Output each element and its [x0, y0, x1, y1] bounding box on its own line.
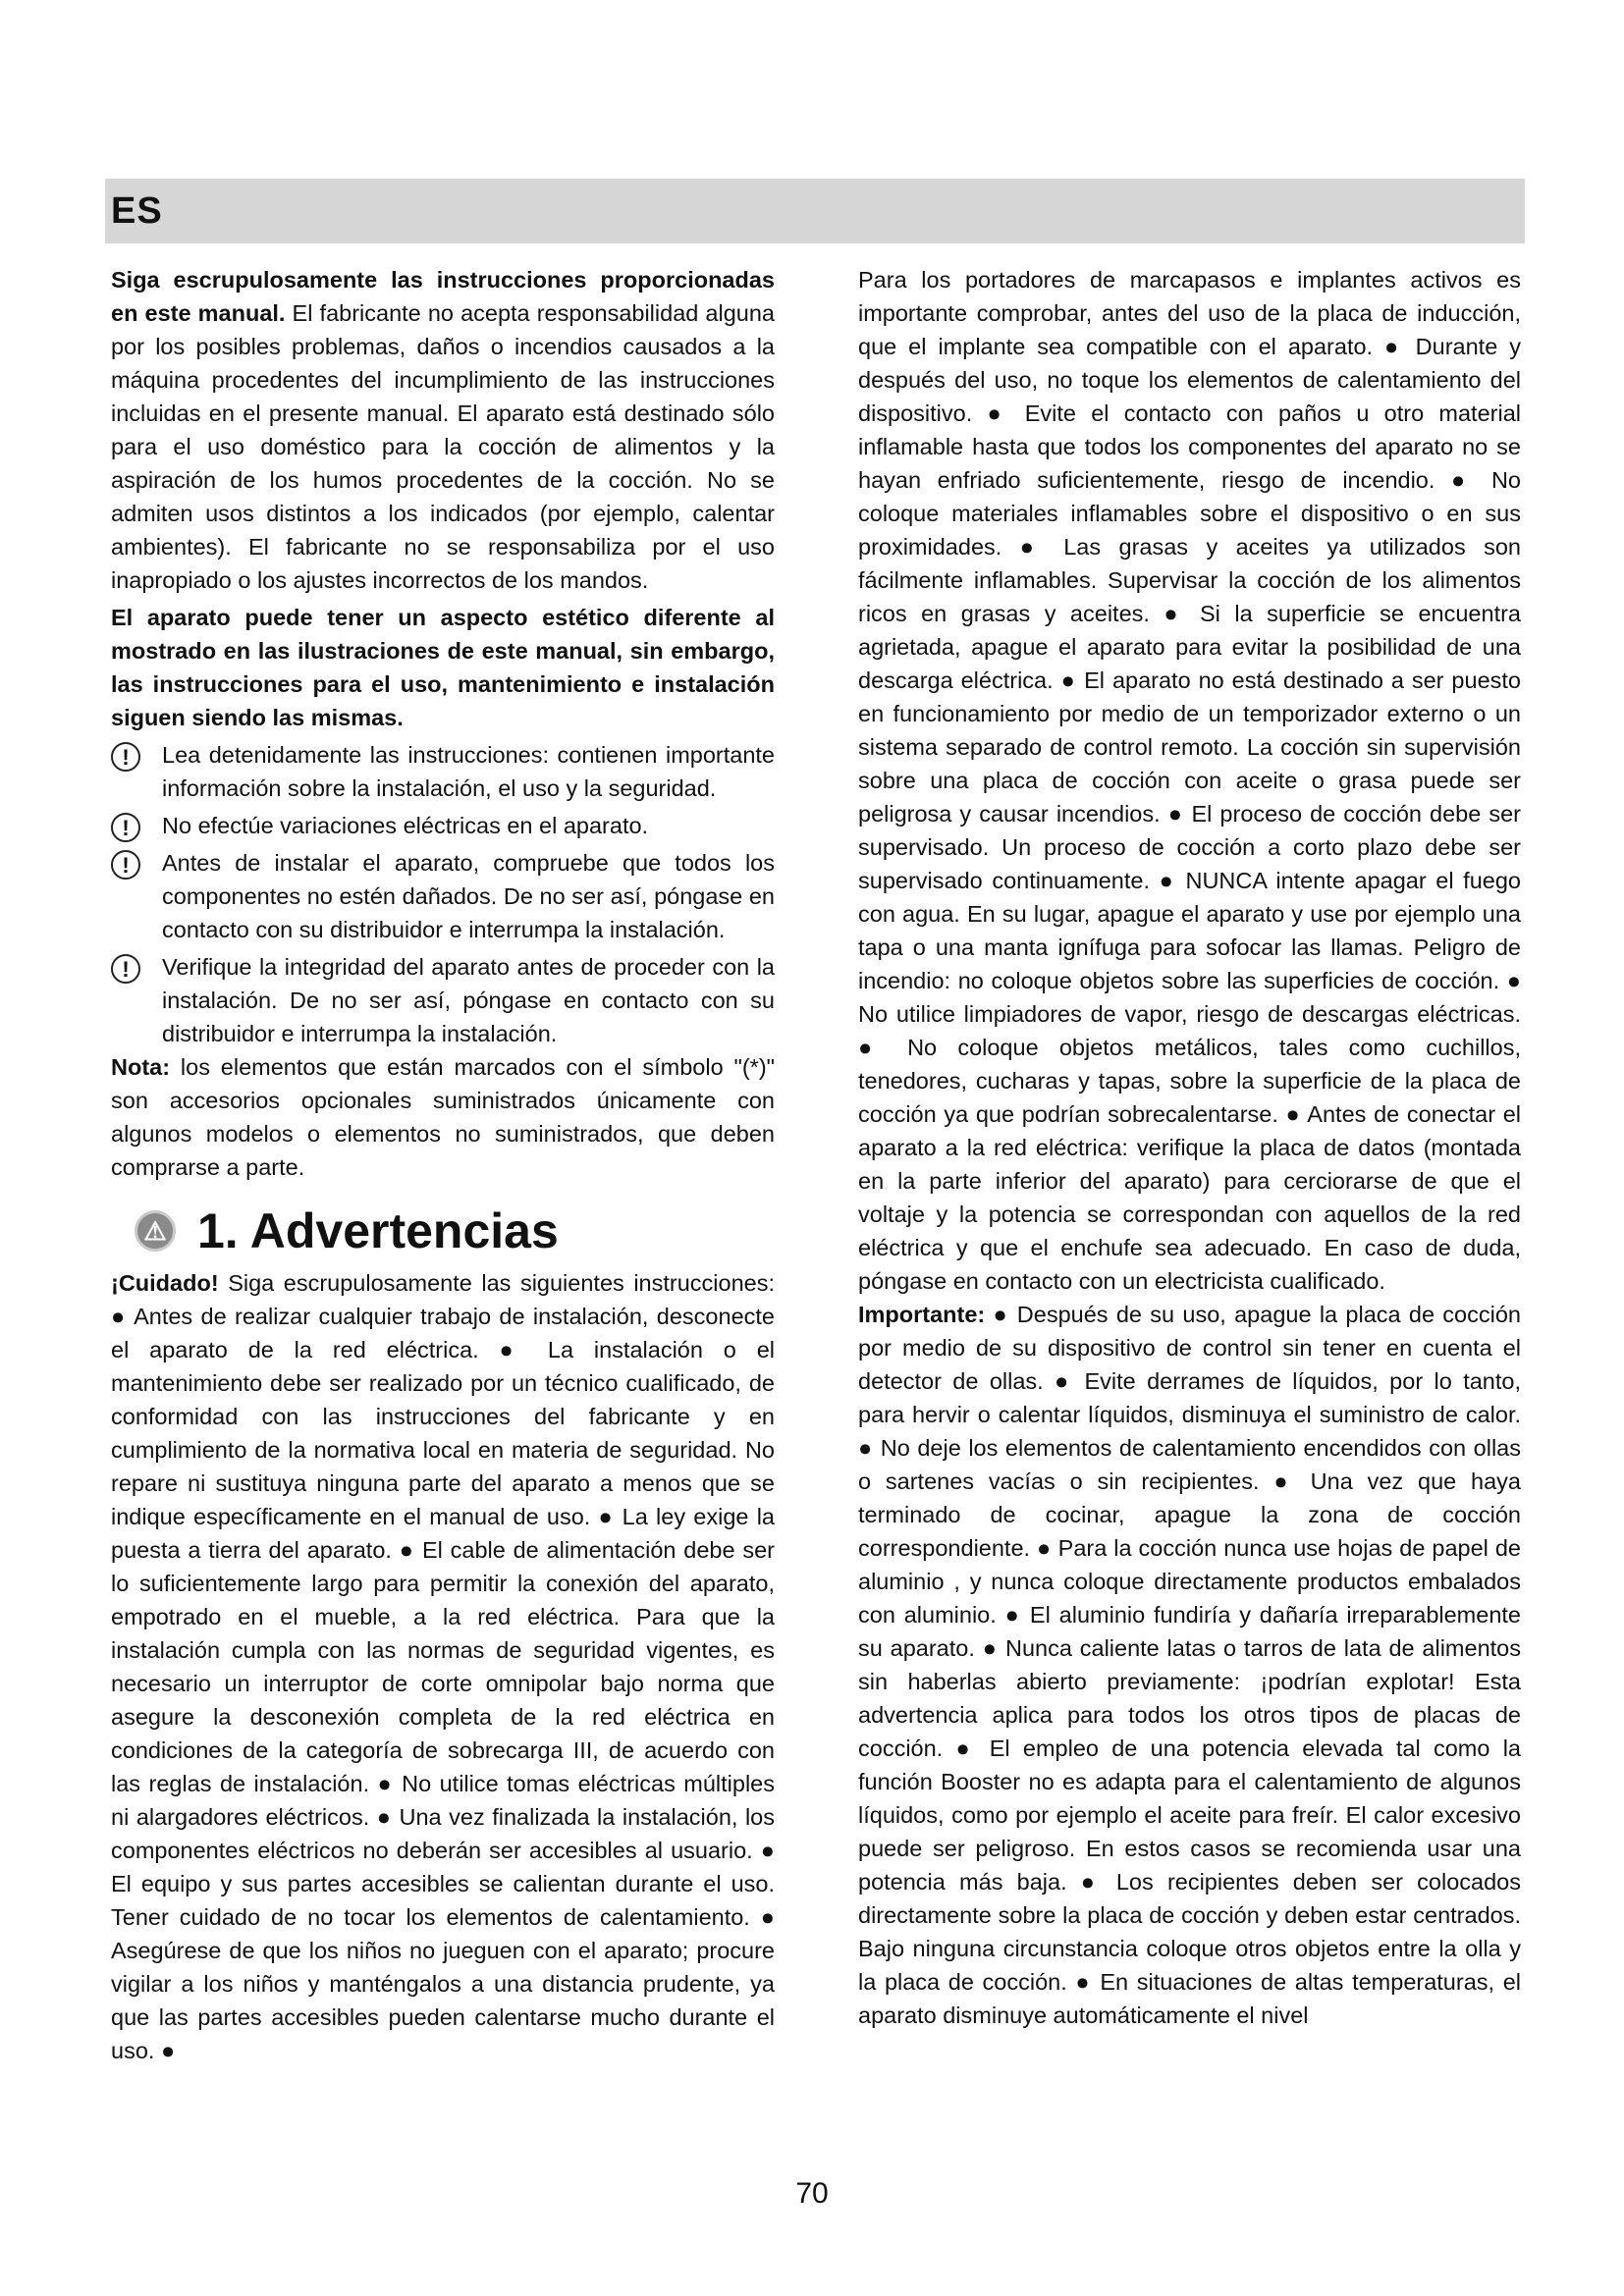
warning-text: No efectúe variaciones eléctricas en el aparato. [162, 813, 649, 838]
warning-text: Lea detenidamente las instrucciones: contienen importante información sobre la instalación, el uso y la seguridad. [162, 742, 775, 801]
language-header-bar [105, 179, 1525, 243]
caution-text: Siga escrupulosamente las siguientes instrucciones: ● Antes de realizar cualquier trabajo de instalación, desconecte el aparato de la red eléctrica. ● La instalación o el mantenimiento debe ser realizado por un técnico cualificado, de conformidad con las instrucciones del fabricante y en cumplimiento de la normativa local en materia de seguridad. No repare ni sustituya ninguna parte del aparato a menos que se indique específicamente en el manual de uso. ● La ley exige la puesta a tierra del aparato. ● El cable de alimentación debe ser lo suficientemente largo para permitir la conexión del aparato, empotrado en el mueble, a la red eléctrica. Para que la instalación cumpla con las normas de seguridad vigentes, es necesario un interruptor de corte omnipolar bajo norma que asegure la desconexión completa de la red eléctrica en condiciones de la categoría de sobrecarga III, de acuerdo con las reglas de instalación. ● No utilice tomas eléctricas múltiples ni alargadores eléctricos. ● Una vez finalizada la instalación, los componentes eléctricos no deberán ser accesibles al usuario. ● El equipo y sus partes accesibles se calientan durante el uso. Tener cuidado de no tocar los elementos de calentamiento. ● Asegúrese de que los niños no jueguen con el aparato; procure vigilar a los niños y manténgalos a una distancia prudente, ya que las partes accesibles pueden calentarse mucho durante el uso. ● [111, 1270, 775, 2063]
note-text: los elementos que están marcados con el símbolo "(*)" son accesorios opcionales suministrados únicamente con algunos modelos o elementos no suministrados, que deben comprarse a parte. [111, 1054, 775, 1180]
warning-item [111, 846, 775, 946]
caution-label: ¡Cuidado! [111, 1270, 219, 1296]
important-paragraph [858, 1298, 1521, 2032]
left-column [111, 263, 775, 2067]
intro-bold: Siga escrupulosamente las instrucciones proporcionadas en este manual. [111, 267, 775, 326]
warning-triangle-icon: ⚠ [135, 1210, 176, 1252]
exclamation-circle-icon: ! [111, 850, 140, 880]
caution-paragraph [111, 1266, 775, 2067]
important-label: Importante: [858, 1302, 986, 1327]
warning-text: Verifique la integridad del aparato antes de proceder con la instalación. De no ser así, póngase en contacto con su distribuidor e interrumpa la instalación. [162, 954, 775, 1046]
exclamation-circle-icon: ! [111, 954, 140, 984]
warning-item [111, 738, 775, 805]
right-column [858, 263, 1521, 2032]
intro-text: El fabricante no acepta responsabilidad alguna por los posibles problemas, daños o incendios causados a la máquina procedentes del incumplimiento de las instrucciones incluidas en el presente manual. El aparato está destinado sólo para el uso doméstico para la cocción de alimentos y la aspiración de los humos procedentes de la cocción. No se admiten usos distintos a los indicados (por ejemplo, calentar ambientes). El fabricante no se responsabiliza por el uso inapropiado o los ajustes incorrectos de los mandos. [111, 300, 775, 593]
important-text: ● Después de su uso, apague la placa de cocción por medio de su dispositivo de control sin tener en cuenta el detector de ollas. ● Evite derrames de líquidos, por lo tanto, para hervir o calentar líquidos, disminuya el suministro de calor. ● No deje los elementos de calentamiento encendidos con ollas o sartenes vacías o sin recipientes. ● Una vez que haya terminado de cocinar, apague la zona de cocción correspondiente. ● Para la cocción nunca use hojas de papel de aluminio , y nunca coloque directamente productos embalados con aluminio. ● El aluminio fundiría y dañaría irreparablemente su aparato. ● Nunca caliente latas o tarros de lata de alimentos sin haberlas abierto previamente: ¡podrían explotar! Esta advertencia aplica para todos los otros tipos de placas de cocción. ● El empleo de una potencia elevada tal como la función Booster no es adapta para el calentamiento de algunos líquidos, como por ejemplo el aceite para freír. El calor excesivo puede ser peligroso. En estos casos se recomienda usar una potencia más baja. ● Los recipientes deben ser colocados directamente sobre la placa de cocción y deben estar centrados. Bajo ninguna circunstancia coloque otros objetos entre la olla y la placa de cocción. ● En situaciones de altas temperaturas, el aparato disminuye automáticamente el nivel [858, 1302, 1521, 2028]
note-paragraph [111, 1050, 775, 1184]
warning-text: Antes de instalar el aparato, compruebe que todos los componentes no estén dañados. De no ser así, póngase en contacto con su distribuidor e interrumpa la instalación. [162, 850, 775, 942]
aspect-note: El aparato puede tener un aspecto estético diferente al mostrado en las ilustraciones de este manual, sin embargo, las instrucciones para el uso, mantenimiento e instalación siguen siendo las mismas. [111, 605, 775, 730]
language-code: ES [111, 190, 163, 232]
warning-item [111, 809, 775, 842]
exclamation-circle-icon: ! [111, 742, 140, 772]
intro-paragraph [111, 263, 775, 597]
section-title: 1. Advertencias [197, 1203, 559, 1258]
note-label: Nota: [111, 1054, 171, 1080]
exclamation-circle-icon: ! [111, 813, 140, 842]
safety-paragraph: Para los portadores de marcapasos e implantes activos es importante comprobar, antes del uso de la placa de inducción, que el implante sea compatible con el aparato. ● Durante y después del uso, no toque los elementos de calentamiento del dispositivo. ● Evite el contacto con paños u otro material inflamable hasta que todos los componentes del aparato no se hayan enfriado suficientemente, riesgo de incendio. ● No coloque materiales inflamables sobre el dispositivo o en sus proximidades. ● Las grasas y aceites ya utilizados son fácilmente inflamables. Supervisar la cocción de los alimentos ricos en grasas y aceites. ● Si la superficie se encuentra agrietada, apague el aparato para evitar la posibilidad de una descarga eléctrica. ● El aparato no está destinado a ser puesto en funcionamiento por medio de un temporizador externo o un sistema separado de control remoto. La cocción sin supervisión sobre una placa de cocción con aceite o grasa puede ser peligrosa y causar incendios. ● El proceso de cocción debe ser supervisado. Un proceso de cocción a corto plazo debe ser supervisado continuamente. ● NUNCA intente apagar el fuego con agua. En su lugar, apague el aparato y use por ejemplo una tapa o una manta ignífuga para sofocar las llamas. Peligro de incendio: no coloque objetos sobre las superficies de cocción. ● No utilice limpiadores de vapor, riesgo de descargas eléctricas. ● No coloque objetos metálicos, tales como cuchillos, tenedores, cucharas y tapas, sobre la superficie de la placa de cocción ya que podrían sobrecalentarse. ● Antes de conectar el aparato a la red eléctrica: verifique la placa de datos (montada en la parte inferior del aparato) para cerciorarse de que el voltaje y la potencia se correspondan con aquellos de la red eléctrica y que el enchufe sea adecuado. En caso de duda, póngase en contacto con un electricista cualificado. [858, 267, 1521, 1294]
section-heading [111, 1201, 775, 1260]
warning-item [111, 950, 775, 1050]
page-number: 70 [795, 2177, 829, 2210]
